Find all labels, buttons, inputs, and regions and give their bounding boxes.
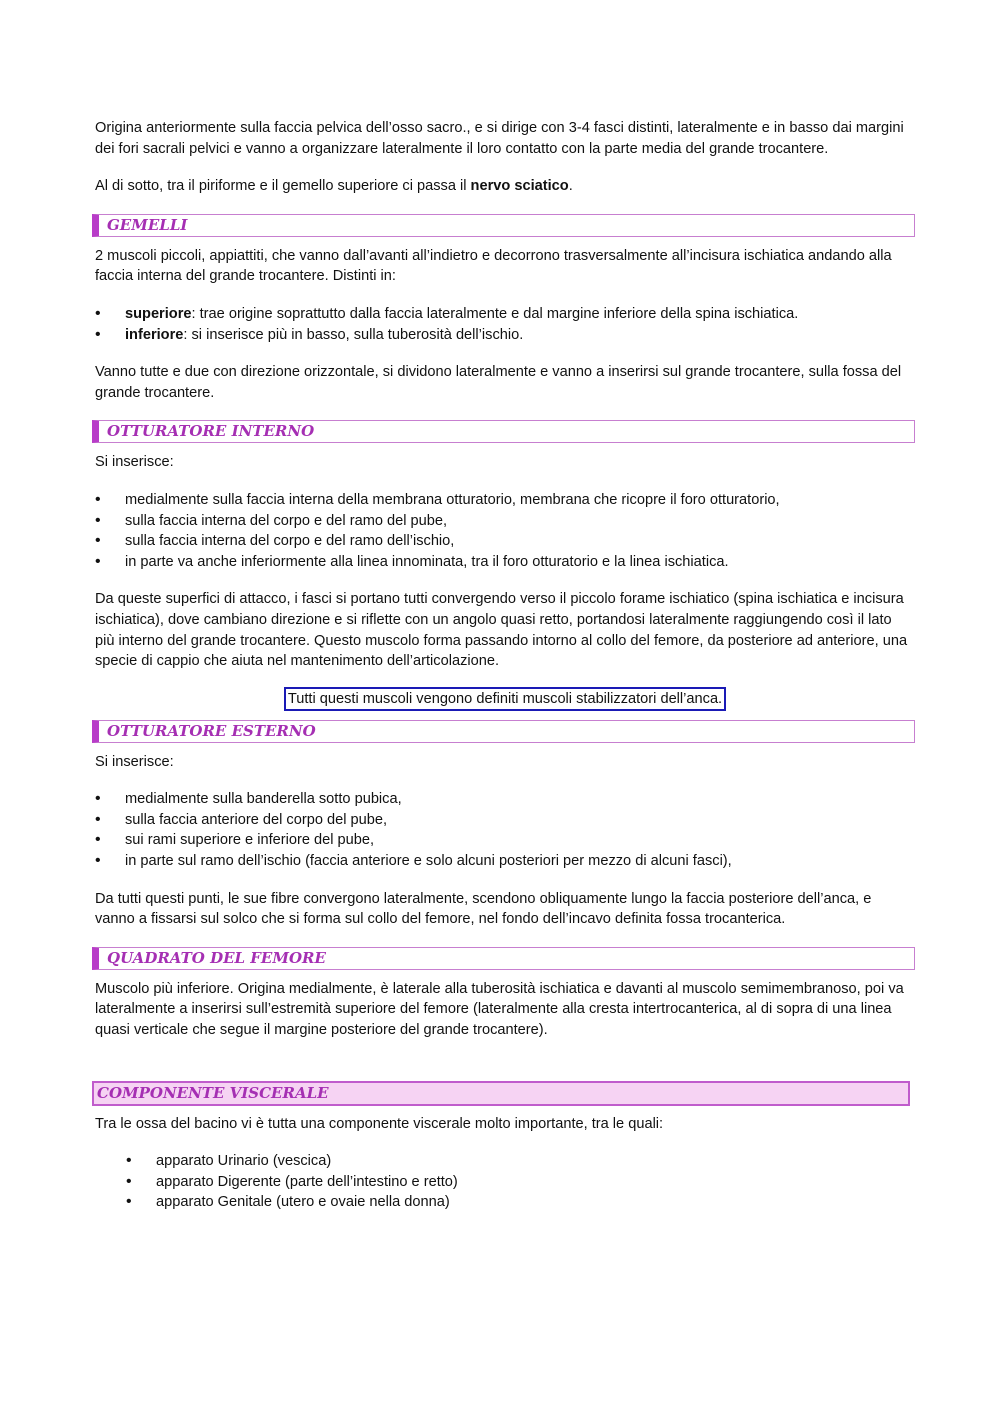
otturatore-interno-lead: Si inserisce: bbox=[95, 454, 174, 471]
intro-note-bold: nervo sciatico bbox=[470, 178, 569, 195]
list-item: • apparato Digerente (parte dell’intestino e retto) bbox=[95, 1172, 915, 1193]
list-item bbox=[95, 325, 915, 346]
section-heading-gemelli: GEMELLI bbox=[92, 214, 915, 237]
viscerale-lead: Tra le ossa del bacino vi è tutta una componente viscerale molto importante, tra le quali: bbox=[95, 1115, 664, 1132]
list-item: • medialmente sulla banderella sotto pubica, bbox=[95, 789, 915, 810]
quadrato-paragraph: Muscolo più inferiore. Origina medialmente, è laterale alla tuberosità ischiatica e davanti al muscolo semimembranoso, poi va lateralmente a inserirsi sull’estremità superiore del femore (lateralmente alla cresta intertrocanterica, al di sopra di una linea quasi verticale che segue il margine posteriore del grande trocantere). bbox=[95, 980, 904, 1039]
list-item: • in parte va anche inferiormente alla linea innominata, tra il foro otturatorio e la linea ischiatica. bbox=[95, 552, 915, 573]
list-item-bold: superiore bbox=[125, 305, 192, 322]
list-item: • sulla faccia anteriore del corpo del pube, bbox=[95, 810, 915, 831]
section-heading-otturatore-interno: OTTURATORE INTERNO bbox=[92, 420, 915, 443]
intro-note-end: . bbox=[568, 178, 573, 195]
intro-paragraph: Origina anteriormente sulla faccia pelvica dell’osso sacro., e si dirige con 3-4 fasci distinti, lateralmente e in basso dai margini dei fori sacrali pelvici e vanno a organizzare lateralmente il loro contatto con la parte media del grande trocantere. bbox=[95, 120, 904, 157]
gemelli-paragraph-2: Vanno tutte e due con direzione orizzontale, si dividono lateralmente e vanno a inserirsi sul grande trocantere, sulla fossa del grande trocantere. bbox=[95, 364, 902, 401]
list-item: • medialmente sulla faccia interna della membrana otturatorio, membrana che ricopre il foro otturatorio, bbox=[95, 490, 915, 511]
section-heading-quadrato-femore: QUADRATO DEL FEMORE bbox=[92, 947, 915, 970]
list-item-text: : trae origine soprattutto dalla faccia lateralmente e dal margine inferiore della spina ischiatica. bbox=[191, 305, 799, 322]
list-item: • sui rami superiore e inferiore del pube, bbox=[95, 830, 915, 851]
list-item: • apparato Urinario (vescica) bbox=[95, 1151, 915, 1172]
list-item-bold: inferiore bbox=[125, 326, 184, 343]
section-heading-componente-viscerale: COMPONENTE VISCERALE bbox=[92, 1081, 910, 1106]
otturatore-esterno-lead: Si inserisce: bbox=[95, 753, 174, 770]
list-item bbox=[95, 304, 915, 325]
list-item-text: : si inserisce più in basso, sulla tuberosità dell’ischio. bbox=[183, 326, 524, 343]
intro-note-text: Al di sotto, tra il piriforme e il gemello superiore ci passa il bbox=[95, 178, 471, 195]
document-page bbox=[95, 118, 915, 1230]
list-item: • in parte sul ramo dell’ischio (faccia anteriore e solo alcuni posteriori per mezzo di alcuni fasci), bbox=[95, 851, 915, 872]
intro-note bbox=[95, 176, 915, 197]
otturatore-interno-paragraph: Da queste superfici di attacco, i fasci si portano tutti convergendo verso il piccolo forame ischiatico (spina ischiatica e incisura ischiatica), dove cambiano direzione e si riflette con un angolo quasi retto, portandosi lateralmente raggiungendo così il lato più interno del grande trocantere. Questo muscolo forma passando intorno al collo del femore, da posteriore ad anteriore, una specie di cappio che aiuta nel mantenimento dell’articolazione. bbox=[95, 591, 908, 670]
viscerale-list bbox=[95, 1151, 915, 1213]
otturatore-esterno-paragraph: Da tutti questi punti, le sue fibre convergono lateralmente, scendono obliquamente lungo la faccia posteriore dell’anca, e vanno a fissarsi sul solco che si forma sul collo del femore, nel fondo dell’incavo definita fossa trocanterica. bbox=[95, 890, 872, 928]
list-item: • apparato Genitale (utero e ovaie nella donna) bbox=[95, 1192, 915, 1213]
otturatore-esterno-list bbox=[95, 789, 915, 871]
list-item: • sulla faccia interna del corpo e del ramo del pube, bbox=[95, 511, 915, 532]
gemelli-list bbox=[95, 304, 915, 345]
boxed-note: Tutti questi muscoli vengono definiti muscoli stabilizzatori dell’anca. bbox=[284, 687, 726, 711]
list-item: • sulla faccia interna del corpo e del ramo dell’ischio, bbox=[95, 531, 915, 552]
otturatore-interno-list bbox=[95, 490, 915, 572]
gemelli-paragraph: 2 muscoli piccoli, appiattiti, che vanno dall’avanti all’indietro e decorrono trasversalmente all’incisura ischiatica andando alla faccia interna del grande trocantere. Distinti in: bbox=[95, 247, 892, 285]
boxed-note-wrap bbox=[95, 687, 915, 711]
section-heading-otturatore-esterno: OTTURATORE ESTERNO bbox=[92, 720, 915, 743]
